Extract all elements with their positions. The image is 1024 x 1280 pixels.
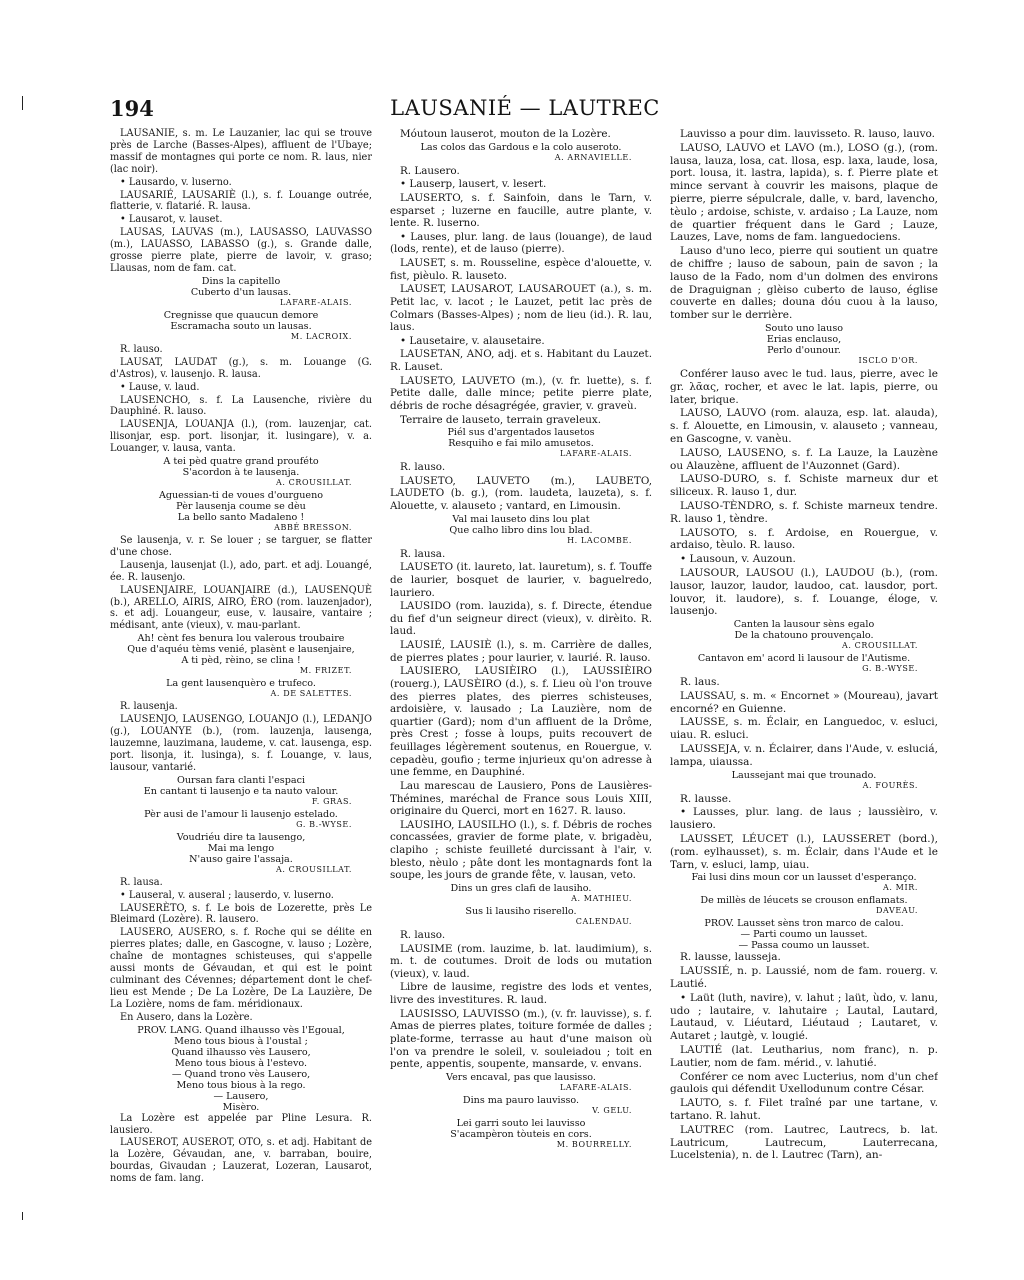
verse-line: En cantant ti lausenjo e ta nauto valour. <box>143 785 339 797</box>
dictionary-entry: LAUSO, LAUVO (rom. alauza, esp. lat. alauda), s. f. Alouette, en Limousin, v. alauseto ; vanneau, en Gascogne, v. vanèu. <box>670 407 938 445</box>
verse-line: PROV. Lausset sèns tron marco de calou. <box>704 918 904 930</box>
dictionary-entry: R. lausenja. <box>120 701 178 713</box>
verse-line: Resquiho e fai milo amusetos. <box>448 438 594 450</box>
verse-line: Laussejant mai que trounado. <box>731 769 877 781</box>
dictionary-entry: Móutoun lauserot, mouton de la Lozère. <box>400 128 611 140</box>
dictionary-entry: • Lausarot, v. lauset. <box>120 214 223 226</box>
dictionary-entry: R. lausse. <box>680 792 732 805</box>
verse-line: Dins ma pauro lauvisso. <box>462 1094 580 1106</box>
dictionary-entry: LAUSSE, s. m. Éclair, en Languedoc, v. esluci, uiau. R. esluci. <box>670 716 938 742</box>
dictionary-entry: LAUTO, s. f. Filet traîné par une tartane, v. tartano. R. lahut. <box>670 1097 938 1123</box>
margin-mark-bottom <box>22 1212 23 1220</box>
dictionary-entry: Se lausenja, v. r. Se louer ; se targuer, se flatter d'une chose. <box>110 535 372 558</box>
quote-attribution: DAVEAU. <box>876 906 918 916</box>
dictionary-entry: LAUSETO, LAUVETO (m.), (v. fr. luette), s. f. Petite dalle, dalle mince; petite pierre plate, débris de roche désagrégée, gravier, v. graveù. <box>390 374 652 412</box>
column-3 <box>670 128 938 1188</box>
dictionary-entry: LAUSISSO, LAUVISSO (m.), (v. fr. lauvisse), s. f. Amas de pierres plates, toiture formée de dalles ; plate-forme, terrasse au haut d'une maison où l'on va prendre le soleil, v. souleiadou ; toit en pente, appentis, soupente, mansarde, v. envans. <box>390 1007 652 1071</box>
dictionary-entry: Conférer lauso avec le tud. laus, pierre, avec le gr. λᾶας, rocher, et avec le lat. lapis, pierre, ou later, brique. <box>670 367 938 406</box>
dictionary-entry: LAUSENJAIRE, LOUANJAIRE (d.), LAUSENQUÈ (b.), ARELLO, AIRIS, AIRO, ÈRO (rom. lauzenjador), s. et adj. Louangeur, euse, v. lausaire, vantaire ; médisant, ante (vieux), v. mau-parlant. <box>110 584 372 632</box>
verse-line: A ti pèd, rèino, se clina ! <box>181 655 301 667</box>
page-number: 194 <box>110 96 154 121</box>
verse-line: Perlo d'ounour. <box>767 344 841 356</box>
verse-line: De millès de léucets se crouson enflamats. <box>700 895 908 907</box>
verse-line: Voudriéu dire ta lausengo, <box>176 831 306 843</box>
verse-line: Val mai lauseto dins lou plat <box>452 513 590 525</box>
verse-line: Canten la lausour sèns egalo <box>733 619 875 631</box>
dictionary-entry: Conférer ce nom avec Lucterius, nom d'un chef gaulois qui défendit Uxellodunum contre César. <box>670 1070 938 1096</box>
quote-attribution: M. BOURRELLY. <box>556 1139 632 1149</box>
verse-line: Oursan fara clanti l'espaci <box>176 774 306 786</box>
dictionary-entry: LAUSO-DURO, s. f. Schiste marneux dur et siliceux. R. lauso 1, dur. <box>670 473 938 499</box>
verse-line: Misèro. <box>222 1101 260 1113</box>
verse-line: Que calho libro dins lou blad. <box>449 524 593 536</box>
verse-line: Sus li lausiho riserello. <box>465 905 577 917</box>
dictionary-entry: LAUSARIÉ, LAUSARIÈ (l.), s. f. Louange outrée, flatterie, v. flatarié. R. lausa. <box>110 189 372 213</box>
dictionary-entry: LAUSANIÈ, s. m. Le Lauzanier, lac qui se trouve près de Larche (Basses-Alpes), affluent de l'Ubaye; massif de montagnes qui porte ce nom. R. laus, nier (lac noir). <box>110 128 372 175</box>
verse-line: S'acampèron tòuteis en cors. <box>450 1128 592 1140</box>
quote-attribution: M. FRIZET. <box>299 666 352 676</box>
quote-attribution: ISCLO D'OR. <box>858 355 918 365</box>
verse-line: Escramacha souto un lausas. <box>170 320 312 332</box>
dictionary-entry: Lauvisso a pour dim. lauvisseto. R. lauso, lauvo. <box>680 128 936 140</box>
quote-attribution: LAFARE-ALAIS. <box>279 297 352 307</box>
dictionary-entry: LAUSET, LAUSAROT, LAUSAROUET (a.), s. m. Petit lac, v. lacot ; le Lauzet, petit lac près de Colmars (Basses-Alpes) ; nom de lieu (id.). R. lau, laus. <box>390 283 652 334</box>
dictionary-entry: LAUSO-TÈNDRO, s. f. Schiste marneux tendre. R. lauso 1, tèndre. <box>670 499 938 525</box>
dictionary-entry: LAUSETO (it. laureto, lat. lauretum), s. f. Touffe de laurier, bosquet de laurier, v. baguelredo, lauriero. <box>390 561 652 599</box>
verse-line: Pèr lausenja coume se dèu <box>176 501 306 513</box>
dictionary-entry: R. lauso. <box>120 343 163 355</box>
dictionary-entry: LAUSIHO, LAUSILHO (l.), s. f. Débris de roches concassées, gravier de forme plate, v. brigadèu, clapiho ; schiste feuilleté durcissant à l'air, v. blesto, nèulo ; pâte dont les montagnards font la soupe, les jours de grande fête, v. lausan, veto. <box>390 818 652 882</box>
dictionary-entry: LAUSETO, LAUVETO (m.), LAUBETO, LAUDETO (b. g.), (rom. laudeta, lauzeta), s. f. Alouette, v. alauseto ; vantard, en Limousin. <box>390 474 652 512</box>
dictionary-entry: LAUSERÈTO, s. f. Le bois de Lozerette, près Le Bleimard (Lozère). R. lausero. <box>110 902 372 926</box>
verse-line: N'auso gaire l'assaja. <box>189 853 293 865</box>
dictionary-entry: LAUSERTO, s. f. Sainfoin, dans le Tarn, v. esparset ; luzerne en faucille, autre plante, v. lente. R. luserno. <box>390 191 652 230</box>
dictionary-entry: R. lausse, lausseja. <box>680 951 781 964</box>
quote-attribution: F. GRAS. <box>311 796 352 806</box>
dictionary-entry: LAUSIDO (rom. lauzida), s. f. Directe, étendue du fief d'un seigneur direct (vieux), v. dirèito. R. laud. <box>390 600 652 638</box>
quote-attribution: A. CROUSILLAT. <box>841 641 918 651</box>
verse-line: La bello santo Madaleno ! <box>177 512 305 524</box>
dictionary-entry: Lausenja, lausenjat (l.), ado, part. et adj. Louangé, ée. R. lausenjo. <box>110 559 372 583</box>
dictionary-entry: LAUSO, LAUVO et LAVO (m.), LOSO (g.), (rom. lausa, lauza, losa, cat. llosa, esp. laxa, laude, losa, port. lousa, it. lastra, lapida), s. f. Pierre plate et mince servant à couvrir les maisons, plaque de pierre, pierre sépulcrale, dalle, v. bard, lavencho, tèulo ; ardoise, schiste, v. ardaiso ; La Lauze, nom de quartier fréquent dans le Gard ; Lauze, Lauzes, Lave, noms de fam. languedociens. <box>670 141 938 244</box>
verse-line: Souto uno lauso <box>764 322 844 334</box>
verse-line: Que d'aquéu tèms venié, plasènt e lausenjaire, <box>127 644 355 656</box>
column-1 <box>110 128 372 1188</box>
quote-attribution: V. GELU. <box>592 1105 632 1115</box>
dictionary-entry: R. lausa. <box>120 876 163 888</box>
verse-line: Cuberto d'un lausas. <box>190 286 292 298</box>
quote-attribution: G. B.-WYSE. <box>296 819 352 829</box>
dictionary-entry: LAUSSAU, s. m. « Encornet » (Moureau), javart encorné? en Guienne. <box>670 689 938 715</box>
column-2 <box>390 128 652 1188</box>
verse-line: Ah! cènt fes benura lou valerous troubaire <box>137 633 345 645</box>
verse-line: De la chatouno prouvençalo. <box>734 630 874 642</box>
dictionary-entry: LAUSSEJA, v. n. Éclairer, dans l'Aude, v. esluciá, lampa, uiaussa. <box>670 743 938 768</box>
verse-line: Lei garri souto lei lauvisso <box>456 1117 586 1129</box>
dictionary-entry: LAUSOTO, s. f. Ardoise, en Rouergue, v. ardaiso, tèulo. R. lauso. <box>670 526 938 552</box>
quote-attribution: A. ARNAVIELLE. <box>554 152 632 162</box>
dictionary-entry: • Lauserp, lausert, v. lesert. <box>400 178 547 191</box>
dictionary-entry: R. lauso. <box>400 461 446 474</box>
dictionary-entry: R. lauso. <box>400 928 446 941</box>
dictionary-entry: LAUSENCHO, s. f. La Lausenche, rivière du Dauphiné. R. lauso. <box>110 394 372 418</box>
dictionary-entry: LAUTIÉ (lat. Leutharius, nom franc), n. p. Lautier, nom de fam. mérid., v. lahutié. <box>670 1044 938 1069</box>
dictionary-entry: LAUSET, s. m. Rousseline, espèce d'alouette, v. fist, pièulo. R. lauseto. <box>390 257 652 282</box>
dictionary-entry: Terraire de lauseto, terrain graveleux. <box>400 413 601 426</box>
quote-attribution: M. LACROIX. <box>290 331 352 341</box>
dictionary-entry: LAUSIME (rom. lauzime, b. lat. laudimium), s. m. t. de coutumes. Droit de lods ou mutation (vieux), v. laud. <box>390 942 652 980</box>
verse-line: Las colos das Gardous e la colo auseroto. <box>420 141 622 153</box>
dictionary-entry: LAUSAS, LAUVAS (m.), LAUSASSO, LAUVASSO (m.), LAUASSO, LABASSO (g.), s. Grande dalle, grosse pierre plate, pierre de lavoir, v. graso; Llausas, nom de fam. cat. <box>110 227 372 274</box>
quote-attribution: LAFARE-ALAIS. <box>559 1082 632 1092</box>
verse-line: Cantavon em' acord li lausour de l'Autisme. <box>697 653 911 665</box>
page-header <box>110 96 940 126</box>
quote-attribution: H. LACOMBE. <box>567 535 632 545</box>
quote-attribution: LAFARE-ALAIS. <box>559 449 632 459</box>
quote-attribution: A. MATHIEU. <box>571 893 632 903</box>
verse-line: Meno tous bious à l'estevo. <box>174 1057 308 1069</box>
dictionary-entry: R. lausa. <box>400 547 446 560</box>
dictionary-entry: Lauso d'uno leco, pierre qui soutient un quatre de chiffre ; lauso de saboun, pain de savon ; la lauso de la Fado, nom d'un dolmen des environs de Draguignan ; glèiso cuberto de lauso, église couverte en dalles; douna dóu cuou à la lauso, tomber sur le derrière. <box>670 245 938 322</box>
quote-attribution: ABBÉ BRESSON. <box>274 523 352 533</box>
verse-line: Quand ilhausso vès Lausero, <box>171 1046 311 1058</box>
verse-line: Piél sus d'argentados lausetos <box>447 427 595 439</box>
verse-line: Meno tous bious à la rego. <box>176 1079 306 1091</box>
quote-attribution: A. FOURÈS. <box>862 780 918 790</box>
dictionary-entry: • Lause, v. laud. <box>120 381 200 393</box>
verse-line: Aguessian-ti de voues d'ourgueno <box>158 490 324 502</box>
dictionary-entry: Lau marescau de Lausiero, Pons de Lausières-Thémines, maréchal de France sous Louis XIII, originaire du Querci, mort en 1627. R. lauso. <box>390 779 652 818</box>
verse-line: — Quand trono vès Lausero, <box>171 1068 311 1080</box>
dictionary-entry: LAUSIERO, LAUSIÈIRO (l.), LAUSSIÈIRO (rouerg.), LAUSÈIRO (d.), s. f. Lieu où l'on trouve des pierres plates, des pierres schisteuses, ardoisière, v. lausado ; La Lauzière, nom de quartier (Gard); nom d'un affluent de la Drôme, près Crest ; fosse à loups, puits recouvert de feuillages légèrement soutenus, en Rouergue, v. cepadèu, goufio ; terme injurieux qu'on adresse à une femme, en Dauphiné. <box>390 665 652 779</box>
dictionary-entry: LAUSERO, AUSERO, s. f. Roche qui se délite en pierres plates; dalle, en Gascogne, v. lauso ; Lozère, chaîne de montagnes schisteuses, qui s'appelle aussi monts de Gévaudan, et qui est le point culminant des Cévennes; département dont le chef-lieu est Mende ; De La Lozère, De La Lauzière, De La Lozière, noms de fam. méridionaux. <box>110 927 372 1010</box>
verse-line: Erias enclauso, <box>766 333 842 345</box>
dictionary-entry: La Lozère est appelée par Pline Lesura. R. lausiero. <box>110 1112 372 1136</box>
dictionary-entry: LAUSAT, LAUDAT (g.), s. m. Louange (G. d'Astros), v. lausenjo. R. lausa. <box>110 356 372 380</box>
quote-attribution: A. CROUSILLAT. <box>275 478 352 488</box>
quote-attribution: A. CROUSILLAT. <box>275 864 352 874</box>
quote-attribution: G. B.-WYSE. <box>862 664 918 674</box>
verse-line: Mai ma lengo <box>207 842 275 854</box>
dictionary-entry: LAUSIÉ, LAUSIÈ (l.), s. m. Carrière de dalles, de pierres plates ; pour laurier, v. laurié. R. lauso. <box>390 639 652 664</box>
verse-line: Meno tous bious à l'oustal ; <box>174 1035 308 1047</box>
dictionary-entry: • Lausetaire, v. alausetaire. <box>400 334 545 347</box>
verse-line: — Passa coumo un lausset. <box>738 940 870 952</box>
dictionary-entry: Libre de lausime, registre des lods et ventes, livre des investitures. R. laud. <box>390 981 652 1006</box>
dictionary-entry: • Lauses, plur. lang. de laus (louange), de laud (lods, rente), et de lauso (pierre). <box>390 230 652 256</box>
dictionary-entry: • Lausoun, v. Auzoun. <box>680 553 796 566</box>
dictionary-entry: LAUSEROT, AUSEROT, OTO, s. et adj. Habitant de la Lozère, Gévaudan, ane, v. barraban, bouire, bourdas, Givaudan ; Lauzerat, Lozeran, Lausarot, noms de fam. lang. <box>110 1137 372 1185</box>
running-head: LAUSANIÉ — LAUTREC <box>390 96 660 120</box>
dictionary-entry: R. laus. <box>680 676 720 689</box>
quote-attribution: A. MIR. <box>883 883 918 893</box>
verse-line: A tei pèd quatre grand prouféto <box>163 456 319 468</box>
verse-line: Fai lusi dins moun cor un lausset d'esperanço. <box>691 872 917 884</box>
dictionary-entry: • Lausses, plur. lang. de laus ; laussièiro, v. lausiero. <box>670 806 938 832</box>
dictionary-entry: LAUSOUR, LAUSOU (l.), LAUDOU (b.), (rom. lausor, lauzor, laudor, laudoo, cat. lausdor, port. louvor, it. laudore), s. f. Louange, éloge, v. lausenjo. <box>670 566 938 618</box>
dictionary-entry: En Ausero, dans la Lozère. <box>120 1011 253 1023</box>
dictionary-entry: • Lausardo, v. luserno. <box>120 176 232 188</box>
quote-attribution: A. DE SALETTES. <box>270 689 352 699</box>
verse-line: S'acordon à te lausenja. <box>182 467 300 479</box>
dictionary-entry: LAUSENJO, LAUSENGO, LOUANJO (l.), LEDANJO (g.), LOUANYE (b.), (rom. lauzenja, lausenga, lauzemne, lauzimana, laudeme, v. cat. lausenga, esp. port. lisonja, it. lusinga), s. f. Louange, v. laus, lausour, vantarié. <box>110 714 372 773</box>
margin-mark-left <box>22 96 23 110</box>
verse-line: PROV. LANG. Quand ilhausso vès l'Egoual, <box>137 1024 345 1036</box>
verse-line: Pèr ausi de l'amour li lausenjo estelado. <box>144 808 338 820</box>
dictionary-entry: LAUSSET, LÉUCET (l.), LAUSSERET (bord.), (rom. eylhausset), s. m. Éclair, dans l'Aude et le Tarn, v. esluci, lamp, uiau. <box>670 833 938 871</box>
dictionary-entry: LAUSO, LAUSENO, s. f. La Lauze, la Lauzène ou Alauzène, affluent de l'Auzonnet (Gard). <box>670 446 938 472</box>
verse-line: Cregnisse que quaucun demore <box>163 309 319 321</box>
verse-line: La gent lausenquèro e trufeco. <box>166 678 316 690</box>
dictionary-entry: LAUSETAN, ANO, adj. et s. Habitant du Lauzet. R. Lauset. <box>390 348 652 373</box>
dictionary-entry: • Laüt (luth, navire), v. lahut ; laüt, ùdo, v. lanu, udo ; lautaire, v. lahutaire ; Lautal, Lautard, Lautaud, v. Liéutard, Liéutaud ; Lautaret, v. Autaret ; lautgè, v. lougié. <box>670 991 938 1043</box>
verse-line: — Parti coumo un lausset. <box>740 929 868 941</box>
verse-line: Dins un gres clafi de lausiho. <box>450 882 592 894</box>
verse-line: Vers encaval, pas que lausisso. <box>446 1071 596 1083</box>
dictionary-entry: LAUSENJA, LOUANJA (l.), (rom. lauzenjar, cat. llisonjar, esp. port. lisonjar, it. lusingare), v. a. Louanger, v. lausa, vanta. <box>110 419 372 455</box>
dictionary-entry: R. Lausero. <box>400 164 460 177</box>
dictionary-entry: LAUSSIÉ, n. p. Laussié, nom de fam. rouerg. v. Lautié. <box>670 965 938 991</box>
dictionary-entry: LAUTREC (rom. Lautrec, Lautrecs, b. lat. Lautricum, Lautrecum, Lauterrecana, Lucelstenia), n. de l. Lautrec (Tarn), an- <box>670 1123 938 1162</box>
quote-attribution: CALENDAU. <box>575 916 632 926</box>
verse-line: Dins la capitello <box>201 275 281 287</box>
verse-line: — Lausero, <box>213 1090 269 1102</box>
dictionary-entry: • Lauseral, v. auseral ; lauserdo, v. luserno. <box>120 889 334 901</box>
